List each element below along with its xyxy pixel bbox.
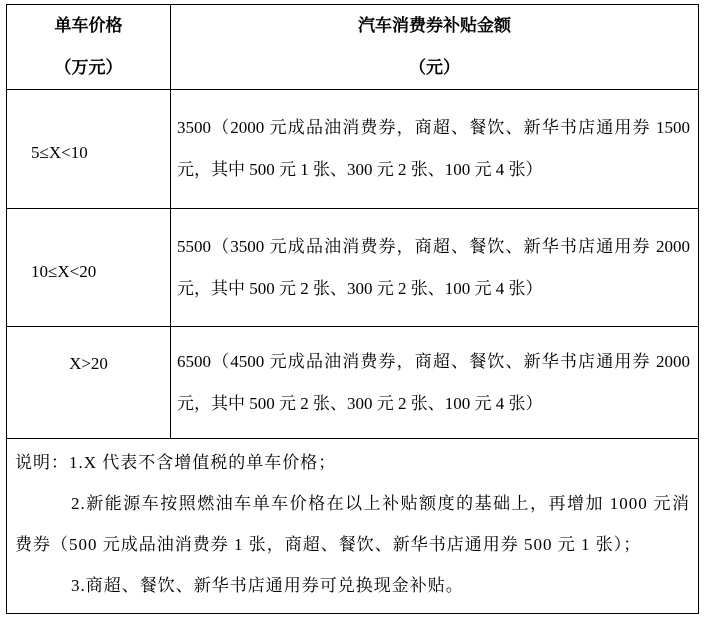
notes-cell (7, 439, 699, 614)
note-line: 3.商超、餐饮、新华书店通用券可兑换现金补贴。 (71, 576, 464, 595)
subsidy-text-line: 6500（4500 元成品油消费券，商超、餐饮、新华书店通用券 2000 (177, 351, 690, 371)
note-line: 说明：1.X 代表不含增值税的单车价格； (15, 453, 337, 472)
subsidy-text-line: 5500（3500 元成品油消费券，商超、餐饮、新华书店通用券 2000 (177, 236, 690, 256)
subsidy-cell (171, 90, 699, 209)
subsidy-text-line: 元，其中 500 元 1 张、300 元 2 张、100 元 4 张） (177, 160, 543, 179)
subsidy-text-line: 元，其中 500 元 2 张、300 元 2 张、100 元 4 张） (177, 393, 543, 413)
price-range: 5≤X<10 (31, 143, 88, 162)
header-price-unit: （万元） (54, 58, 123, 77)
table-row (7, 90, 699, 209)
header-price-cell (7, 5, 171, 90)
notes-row (7, 439, 699, 614)
header-subsidy-label: 汽车消费券补贴金额 (358, 16, 511, 35)
header-price-label: 单车价格 (54, 16, 123, 35)
table-header-row (7, 5, 699, 90)
header-subsidy-unit: （元） (409, 58, 460, 77)
price-range-cell (7, 327, 171, 439)
price-range-cell (7, 209, 171, 327)
table-row (7, 327, 699, 439)
note-line: 2.新能源车按照燃油车单车价格在以上补贴额度的基础上，再增加 1000 元消 (71, 494, 690, 513)
subsidy-cell (171, 209, 699, 327)
note-line: 费券（500 元成品油消费券 1 张，商超、餐饮、新华书店通用券 500 元 1 张）； (15, 535, 642, 554)
subsidy-table (6, 4, 699, 614)
subsidy-text-line: 3500（2000 元成品油消费券，商超、餐饮、新华书店通用券 1500 (177, 118, 690, 137)
subsidy-cell (171, 327, 699, 439)
price-range: X>20 (69, 354, 108, 373)
header-subsidy-cell (171, 5, 699, 90)
price-range: 10≤X<20 (31, 261, 97, 281)
table-row (7, 209, 699, 327)
subsidy-text-line: 元，其中 500 元 2 张、300 元 2 张、100 元 4 张） (177, 278, 543, 298)
price-range-cell (7, 90, 171, 209)
